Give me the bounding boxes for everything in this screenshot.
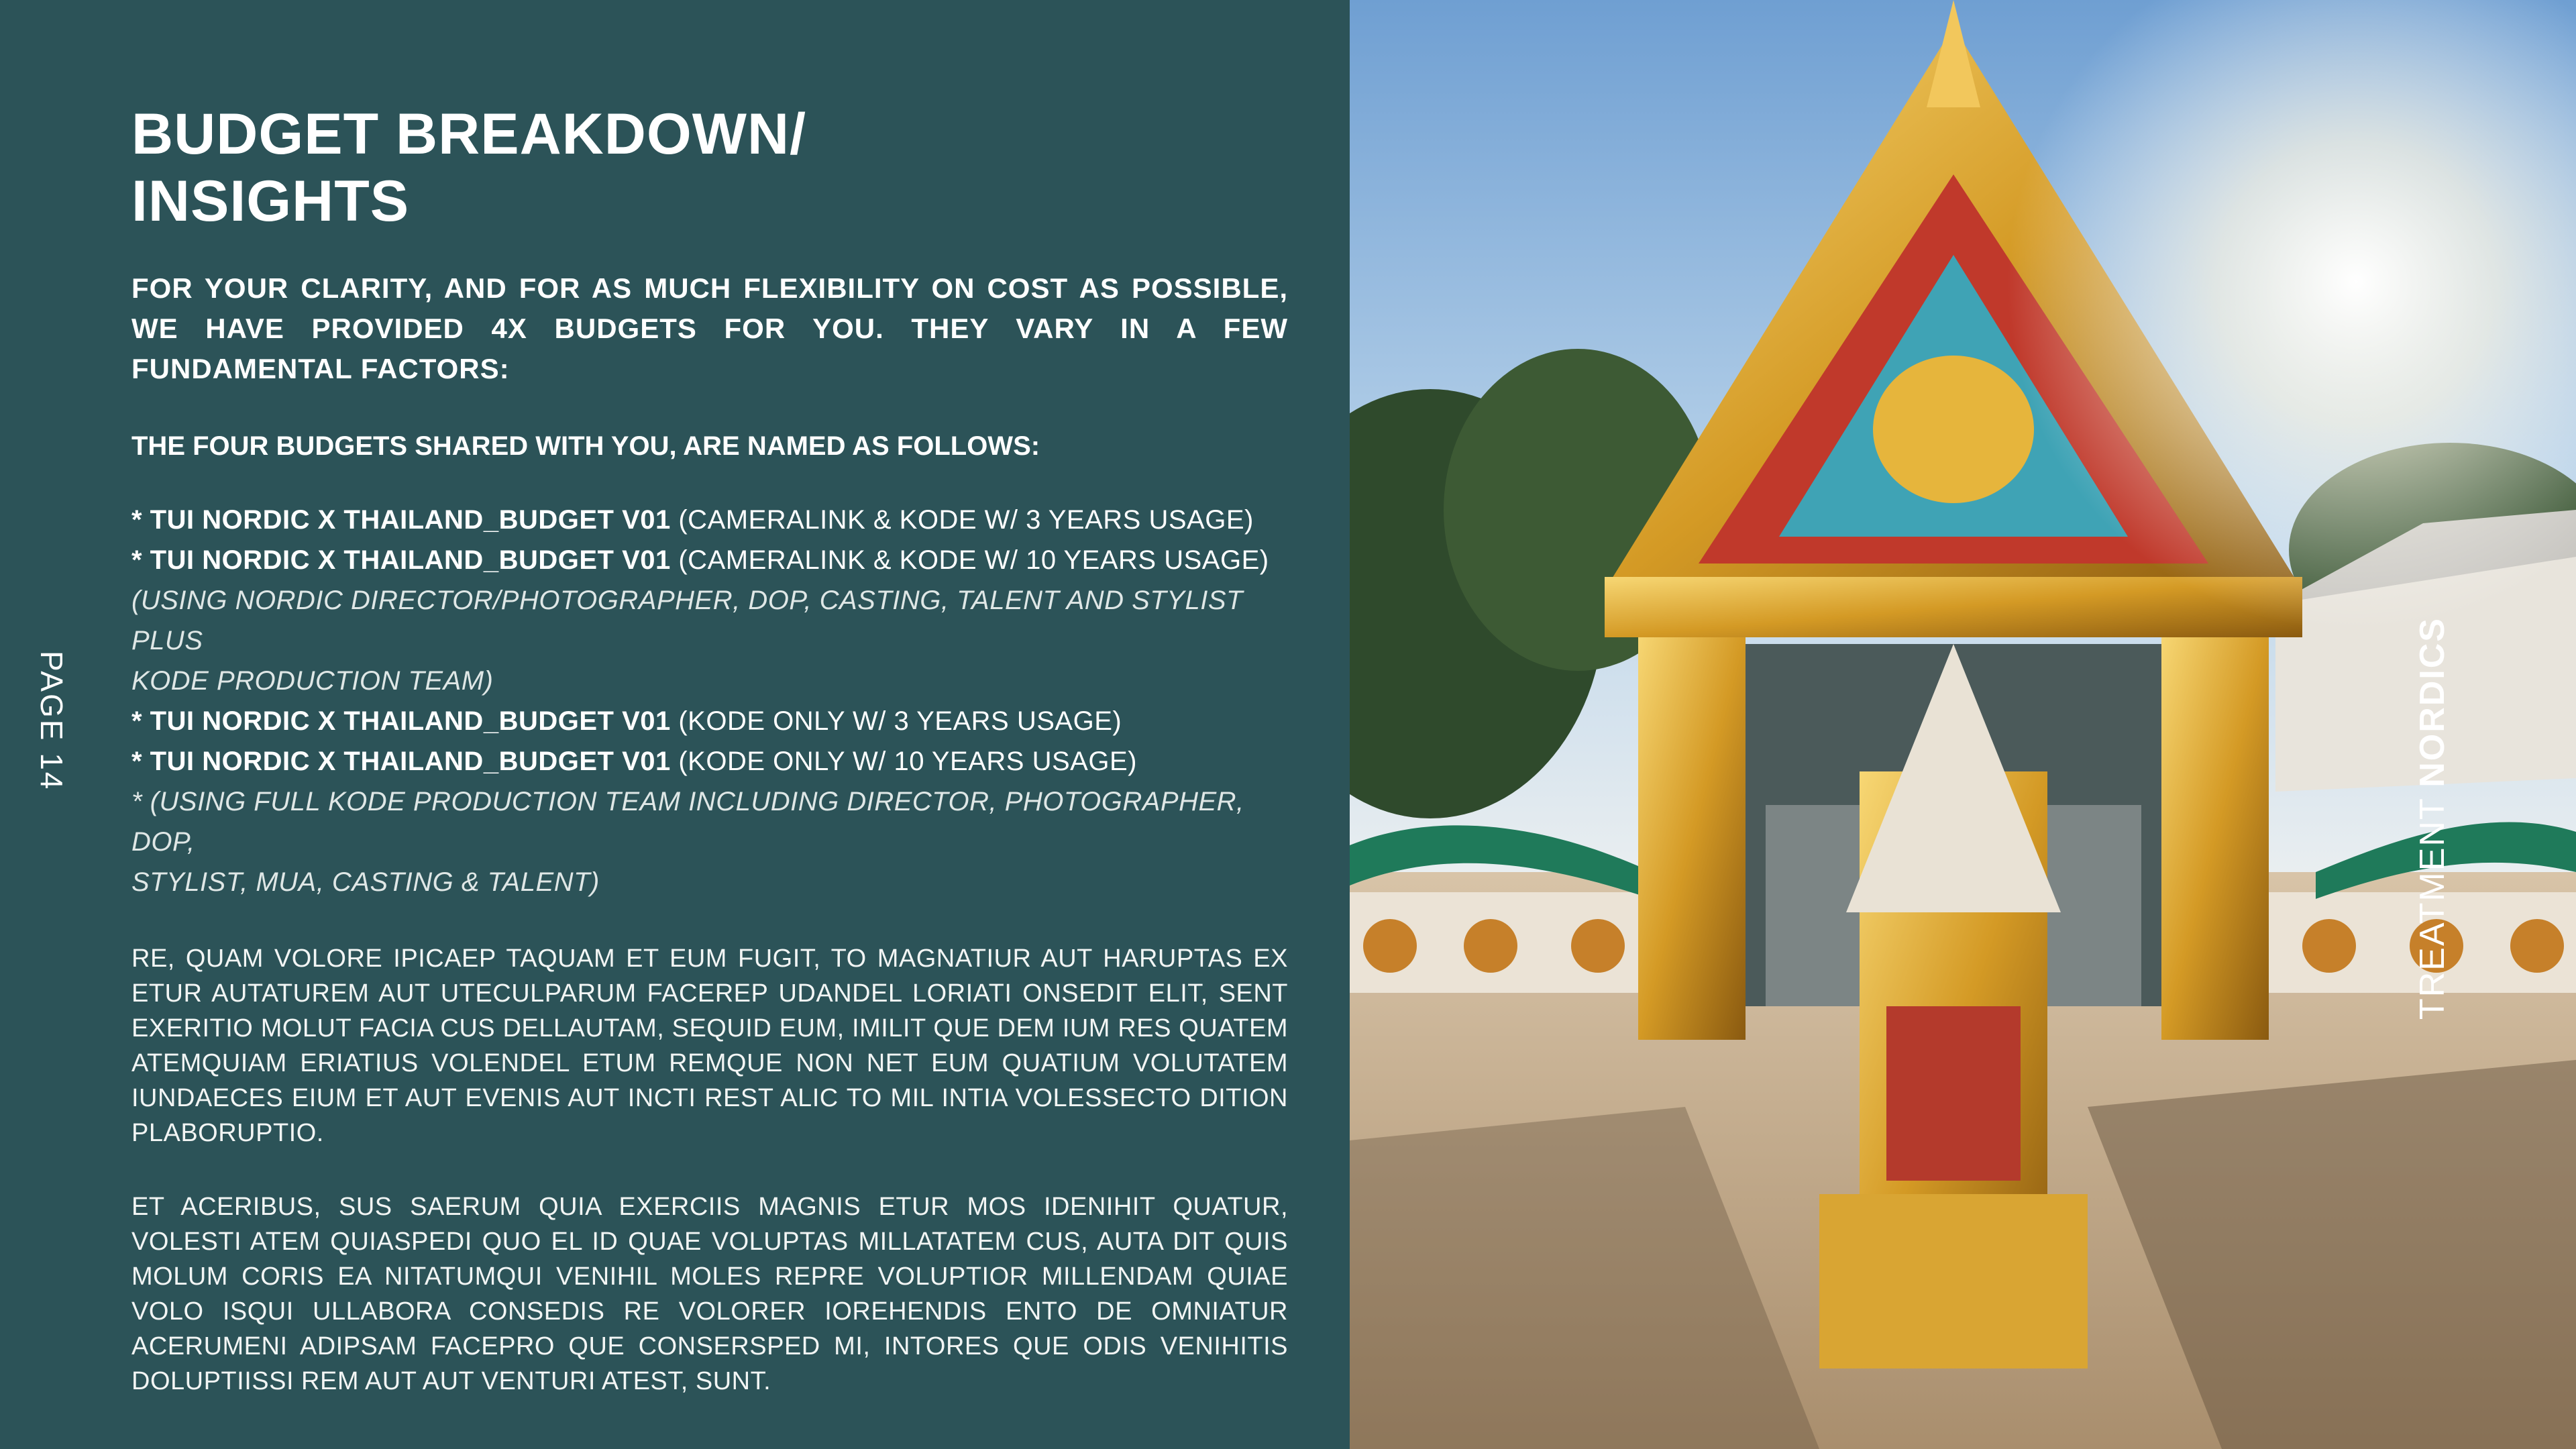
title-line-2: INSIGHTS — [131, 169, 410, 233]
budget-item — [131, 741, 1288, 782]
title-line-1: BUDGET BREAKDOWN/ — [131, 102, 806, 166]
budget-detail: (CAMERALINK & KODE W/ 3 YEARS USAGE) — [670, 505, 1254, 535]
budgets-subheading: THE FOUR BUDGETS SHARED WITH YOU, ARE NAMED AS FOLLOWS: — [131, 431, 1040, 461]
budget-item — [131, 701, 1288, 741]
note-2-line-2: STYLIST, MUA, CASTING & TALENT) — [131, 867, 600, 897]
body-paragraph-1: RE, QUAM VOLORE IPICAEP TAQUAM ET EUM FUGIT, TO MAGNATIUR AUT HARUPTAS EX ETUR AUTATUREM AUT UTECULPARUM FACEREP UDANDEL LORIATI ONSEDIT ELIT, SENT EXERITIO MOLUT FACIA CUS DELLAUTAM, SEQUID EUM, IMILIT QUE DEM IUM RES QUATEM ATEMQUIAM ERIATIUS VOLENDEL ETUM REMQUE NON NET EUM QUATIUM VOLUTATEM IUNDAECES EIUM ET AUT EVENIS AUT INCTI REST ALIC TO MIL INTIA VOLESSECTO DITION PLABORUPTIO. — [131, 945, 1288, 1147]
budget-detail: (CAMERALINK & KODE W/ 10 YEARS USAGE) — [670, 545, 1269, 575]
content-column — [131, 101, 1288, 1399]
budget-name: * TUI NORDIC X THAILAND_BUDGET V01 — [131, 706, 671, 736]
budget-item — [131, 500, 1288, 540]
temple-illustration — [1350, 0, 2576, 1449]
budget-name: * TUI NORDIC X THAILAND_BUDGET V01 — [131, 747, 671, 776]
brand-word-nordics: NORDICS — [2413, 617, 2452, 788]
temple-photo — [1350, 0, 2576, 1449]
brand-mark — [2415, 617, 2450, 1020]
budget-item — [131, 540, 1288, 580]
note-1-line-2: KODE PRODUCTION TEAM) — [131, 666, 494, 696]
budget-note-1 — [131, 580, 1288, 701]
note-2-line-1: * (USING FULL KODE PRODUCTION TEAM INCLUDING DIRECTOR, PHOTOGRAPHER, DOP, — [131, 787, 1244, 857]
note-1-line-1: (USING NORDIC DIRECTOR/PHOTOGRAPHER, DOP, CASTING, TALENT AND STYLIST PLUS — [131, 586, 1243, 655]
page-title — [131, 101, 1288, 235]
brand-word-treatment: TREATMENT — [2413, 797, 2452, 1020]
page-number: PAGE 14 — [34, 651, 69, 792]
budget-name: * TUI NORDIC X THAILAND_BUDGET V01 — [131, 505, 671, 535]
budget-detail: (KODE ONLY W/ 10 YEARS USAGE) — [670, 747, 1137, 776]
budget-note-2 — [131, 782, 1288, 902]
budget-list — [131, 500, 1288, 902]
budget-name: * TUI NORDIC X THAILAND_BUDGET V01 — [131, 545, 671, 575]
body-paragraph-2: ET ACERIBUS, SUS SAERUM QUIA EXERCIIS MAGNIS ETUR MOS IDENIHIT QUATUR, VOLESTI ATEM QUIASPEDI QUO EL ID QUAE VOLUPTAS MILLATATEM CUS, AUTA DIT QUIS MOLUM CORIS EA NITATUMQUI VENIHIL MOLES REPRE VOLUPTIOR MILLENDAM QUIAE VOLO ISQUI ULLABORA CONSEDIS RE VOLORER IOREHENDIS ENTO DE OMNIATUR ACERUMENI ADIPSAM FACEPRO QUE CONSERSPED MI, INTORES QUE ODIS VENIHITIS DOLUPTIISSI REM AUT AUT VENTURI ATEST, SUNT. — [131, 1193, 1288, 1395]
intro-paragraph: FOR YOUR CLARITY, AND FOR AS MUCH FLEXIBILITY ON COST AS POSSIBLE, WE HAVE PROVIDED 4X BUDGETS FOR YOU. THEY VARY IN A FEW FUNDAMENTAL FACTORS: — [131, 272, 1288, 384]
budget-detail: (KODE ONLY W/ 3 YEARS USAGE) — [670, 706, 1122, 736]
